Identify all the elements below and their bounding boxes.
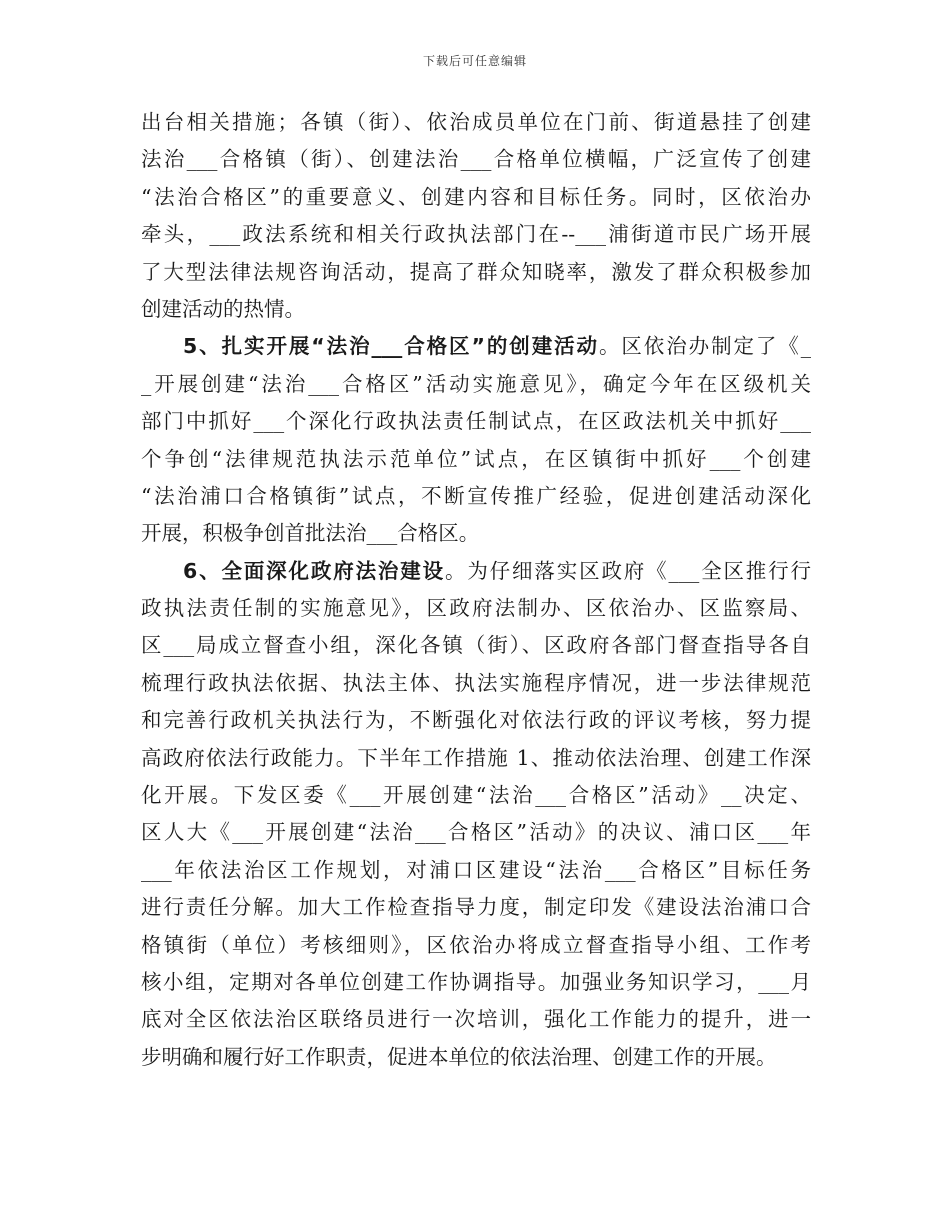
line-text: 进行责任分解。加大工作检查指导力度，制定印发《建设法治浦口合 [141,895,811,920]
text-line [141,328,811,365]
section-heading: 6、全面深化政府法治建设 [183,558,445,583]
text-line [141,964,811,1001]
line-text: 步明确和履行好工作职责，促进本单位的依法治理、创建工作的开展。 [141,1044,777,1069]
line-text: 高政府依法行政能力。下半年工作措施 1、推动依法治理、创建工作深 [141,745,811,770]
line-text: 。区依治办制定了《_ [598,334,812,359]
text-line [141,627,811,664]
text-line [141,403,811,440]
line-text: 牵头，___政法系统和相关行政执法部门在--___浦街道市民广场开展 [141,222,811,247]
text-line [141,590,811,627]
text-line [141,702,811,739]
text-line [141,852,811,889]
line-text: 格镇街（单位）考核细则》，区依治办将成立督查指导小组、工作考 [141,932,811,957]
line-text: 核小组，定期对各单位创建工作协调指导。加强业务知识学习，___月 [141,969,811,994]
line-text: 了大型法律法规咨询活动，提高了群众知晓率，激发了群众积极参加 [141,259,811,284]
text-line [141,814,811,851]
text-line [141,515,811,552]
line-text: “法治浦口合格镇街”试点，不断宣传推广经验，促进创建活动深化 [141,483,811,508]
text-line [141,254,811,291]
text-line [141,104,811,141]
text-line [141,179,811,216]
line-text: ___年依法治区工作规划，对浦口区建设“法治___合格区”目标任务 [141,857,811,882]
line-text: 梳理行政执法依据、执法主体、执法实施程序情况，进一步法律规范 [141,670,811,695]
text-line [141,216,811,253]
line-text: 创建活动的热情。 [141,296,305,321]
line-text: 出台相关措施；各镇（街）、依治成员单位在门前、街道悬挂了创建 [141,110,811,134]
text-line [141,553,811,590]
line-text: 化开展。下发区委《___开展创建“法治___合格区”活动》__决定、 [141,783,811,808]
text-line [141,141,811,178]
line-text: 部门中抓好___个深化行政执法责任制试点，在区政法机关中抓好___ [141,409,811,434]
text-line [141,665,811,702]
line-text: 区人大《___开展创建“法治___合格区”活动》的决议、浦口区___年 [141,820,811,845]
line-text: 和完善行政机关执法行为，不断强化对依法行政的评议考核，努力提 [141,708,811,733]
line-text: 开展，积极争创首批法治___合格区。 [141,521,480,546]
text-line [141,441,811,478]
text-line [141,1039,811,1076]
text-line [141,366,811,403]
text-line [141,291,811,328]
line-text: 。为仔细落实区政府《___全区推行行 [444,558,812,583]
line-text: 法治___合格镇（街）、创建法治___合格单位横幅，广泛宣传了创建 [141,147,811,172]
text-line [141,740,811,777]
text-line [141,889,811,926]
line-text: 底对全区依法治区联络员进行一次培训，强化工作能力的提升，进一 [141,1007,811,1032]
text-line [141,478,811,515]
text-line [141,1001,811,1038]
line-text: “法治合格区”的重要意义、创建内容和目标任务。同时，区依治办 [141,184,811,209]
line-text: _开展创建“法治___合格区”活动实施意见》，确定今年在区级机关 [141,371,811,396]
line-text: 个争创“法律规范执法示范单位”试点，在区镇街中抓好___个创建 [141,446,811,471]
page-header: 下载后可任意编辑 [422,54,527,68]
line-text: 区___局成立督查小组，深化各镇（街）、区政府各部门督查指导各自 [141,633,811,658]
line-text: 政执法责任制的实施意见》，区政府法制办、区依治办、区监察局、 [141,596,811,621]
text-line [141,927,811,964]
text-line [141,777,811,814]
document-body [141,104,811,1076]
section-heading: 5、扎实开展“法治___合格区”的创建活动 [183,334,599,359]
